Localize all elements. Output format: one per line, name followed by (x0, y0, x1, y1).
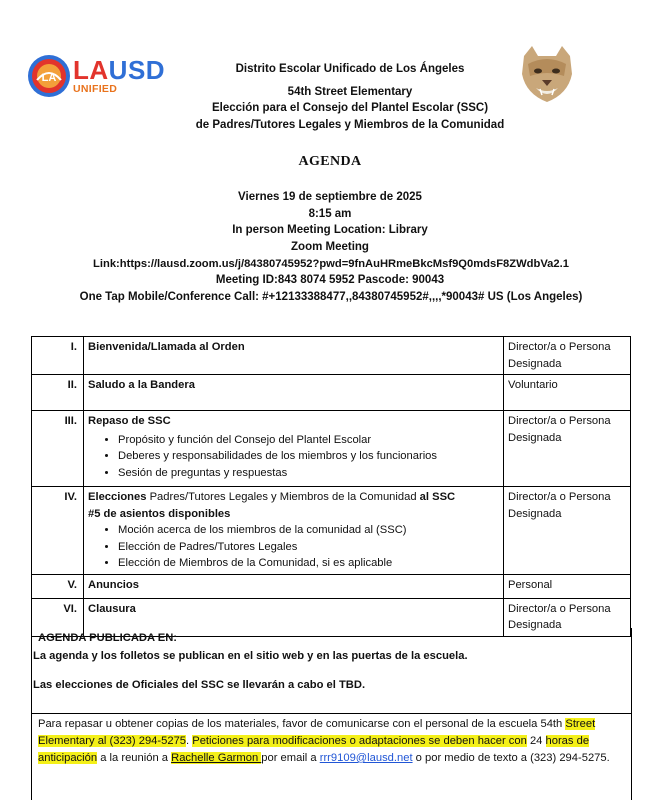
contact-name: Rachelle Garmon (171, 752, 262, 764)
zoom-heading: Zoom Meeting (291, 241, 369, 253)
item-title-c: al SSC (419, 491, 456, 503)
list-item: • Propósito y función del Consejo del Plantel Escolar (118, 432, 499, 449)
item-number: IV. (32, 487, 84, 575)
item-responsible: Personal (504, 574, 631, 598)
contact-text-1: Para repasar u obtener copias de los materiales, favor de comunicarse con el personal de la escuela 54th (38, 718, 566, 730)
agenda-table (31, 336, 631, 637)
item-title (84, 337, 504, 375)
item-number: II. (32, 375, 84, 411)
contact-email-link[interactable]: rrr9109@lausd.net (319, 752, 413, 764)
list-item: • Sesión de preguntas y respuestas (118, 465, 499, 482)
contact-highlight-phone: Street Elementary al (323) 294-5275 (38, 718, 596, 747)
meeting-id-value: 843 8074 5952 Pascode: 90043 (277, 274, 445, 286)
meeting-id (30, 272, 630, 289)
item-title-b: Padres/Tutores Legales y Miembros de la Comunidad (146, 491, 420, 503)
agenda-row (32, 574, 631, 598)
item-title (84, 411, 504, 487)
item-title-text: Bienvenida/Llamada al Orden (88, 341, 245, 353)
contact-text-4: a la reunión a (97, 752, 172, 764)
published-line-1: La agenda y los folletos se publican en el sitio web y en las puertas de la escuela. (33, 650, 468, 662)
lausd-seal-lettering: LA (41, 72, 57, 84)
contact-highlight-request: Peticiones para modificaciones o adaptaciones se deben hacer con (192, 735, 527, 747)
logo-la: LA (73, 55, 109, 85)
item-responsible: Director/a o Persona Designada (504, 598, 631, 636)
election-title: Elección para el Consejo del Plantel Escolar (SSC) (211, 102, 489, 114)
item-responsible: Director/a o Persona Designada (504, 411, 631, 487)
item-title-text: Repaso de SSC (88, 415, 171, 427)
item-responsible: Director/a o Persona Designada (504, 487, 631, 575)
item-number: V. (32, 574, 84, 598)
item-responsible: Director/a o Persona Designada (504, 337, 631, 375)
district-name: Distrito Escolar Unificado de Los Ángeles (235, 63, 465, 75)
meeting-location: In person Meeting Location: Library (232, 224, 428, 236)
contact-text-2: . (186, 735, 193, 747)
agenda-row (32, 375, 631, 411)
list-item: • Moción acerca de los miembros de la comunidad al (SSC) (118, 522, 499, 539)
election-subtitle: de Padres/Tutores Legales y Miembros de la Comunidad (195, 119, 505, 131)
item-title-text: Clausura (88, 602, 136, 615)
zoom-link[interactable]: Link:https://lausd.zoom.us/j/84380745952?pwd=9fnAuHRmeBkcMsf9Q0mdsF8ZWdbVa2.1 (93, 258, 569, 270)
agenda-title: AGENDA (298, 154, 362, 169)
item-number: III. (32, 411, 84, 487)
contact-paragraph (38, 716, 628, 767)
item-title (84, 574, 504, 598)
list-item: • Deberes y responsabilidades de los miembros y los funcionarios (118, 448, 499, 465)
lausd-seal-icon (27, 54, 71, 98)
contact-highlight-hours: horas de anticipación (38, 735, 590, 764)
item-title-text: Anuncios (88, 578, 139, 591)
agenda-row (32, 487, 631, 575)
logo-usd: USD (108, 55, 166, 85)
list-item: • Elección de Padres/Tutores Legales (118, 539, 499, 556)
item-bullets (88, 432, 499, 482)
item-title-d: #5 de asientos disponibles (88, 507, 231, 520)
one-tap-mobile: One Tap Mobile/Conference Call: #+12133388477,,84380745952#,,,,*90043# US (Los Angeles) (79, 291, 583, 303)
published-heading: AGENDA PUBLICADA EN: (38, 632, 178, 644)
item-responsible: Voluntario (504, 375, 631, 411)
school-name: 54th Street Elementary (287, 86, 413, 98)
contact-text-5: por email a (261, 752, 320, 764)
list-item: • Elección de Miembros de la Comunidad, si es aplicable (118, 555, 499, 572)
contact-text-6: o por medio de texto a (323) 294-5275. (412, 752, 610, 764)
item-title (84, 375, 504, 411)
item-title-a: Elecciones (88, 491, 147, 503)
item-title (84, 487, 504, 575)
meeting-id-label: Meeting ID: (215, 274, 278, 286)
item-number: I. (32, 337, 84, 375)
agenda-row (32, 411, 631, 487)
published-line-2: Las elecciones de Oficiales del SSC se llevarán a cabo el TBD. (33, 679, 366, 691)
meeting-time: 8:15 am (308, 208, 352, 220)
item-number: VI. (32, 598, 84, 636)
item-title-text: Saludo a la Bandera (88, 379, 195, 391)
agenda-row (32, 337, 631, 375)
meeting-date: Viernes 19 de septiembre de 2025 (238, 191, 422, 203)
contact-text-3: 24 (526, 735, 546, 747)
logo-unified: UNIFIED (73, 83, 118, 95)
item-bullets (88, 522, 499, 572)
